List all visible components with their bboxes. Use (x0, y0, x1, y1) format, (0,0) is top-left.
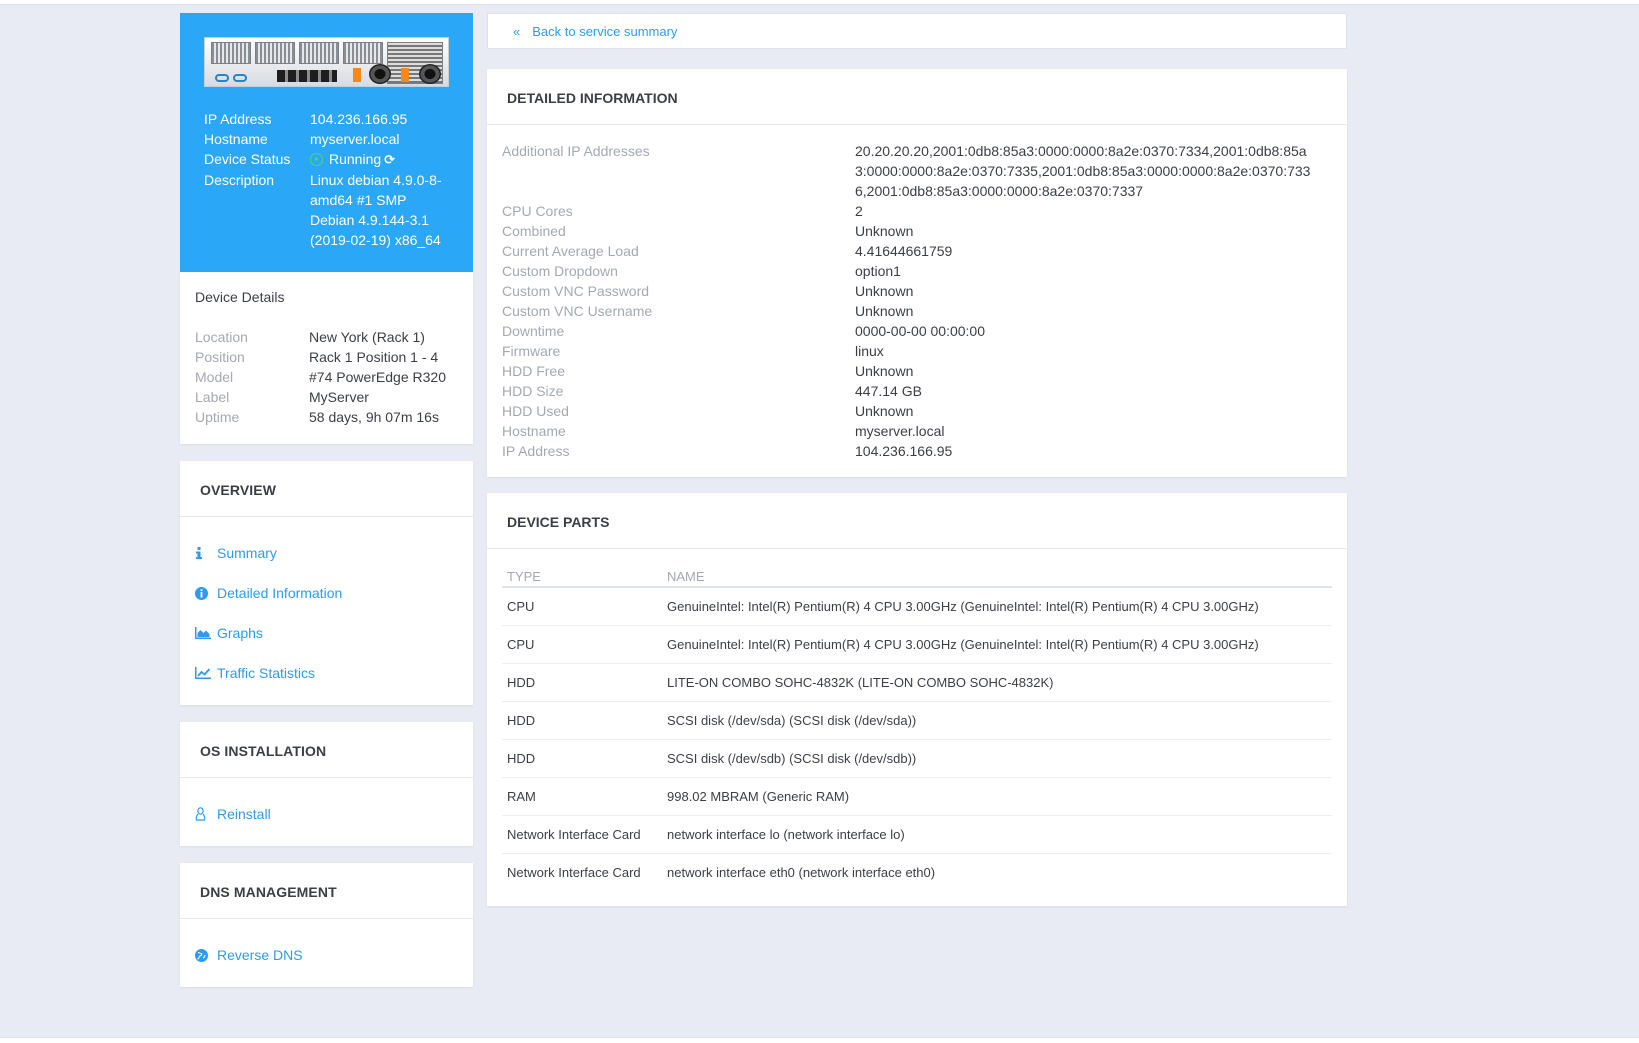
custom-vnc-password-value: Unknown (855, 283, 914, 299)
device-parts-table (502, 567, 1332, 891)
nav-reverse-dns[interactable] (195, 935, 458, 975)
ip-address-label: IP Address (502, 443, 570, 459)
column-header-name: NAME (662, 567, 1332, 587)
firmware-label: Firmware (502, 343, 561, 359)
custom-dropdown-value: option1 (855, 263, 901, 279)
model-label: Model (195, 369, 234, 385)
location-value: New York (Rack 1) (309, 329, 425, 345)
part-name: LITE-ON COMBO SOHC-4832K (LITE-ON COMBO SOHC-4832K) (662, 663, 1332, 701)
combined-label: Combined (502, 223, 566, 239)
table-row (502, 853, 1332, 891)
globe-icon (195, 949, 217, 962)
part-type: HDD (502, 739, 662, 777)
hdd-free-value: Unknown (855, 363, 914, 379)
overview-panel (180, 461, 473, 705)
uptime-label: Uptime (195, 409, 240, 425)
info-row (502, 441, 1332, 461)
ip-address-label: IP Address (204, 111, 272, 127)
info-row (502, 321, 1332, 341)
os-installation-title: OS INSTALLATION (180, 722, 473, 778)
nav-summary[interactable] (195, 533, 458, 573)
server-image (204, 37, 449, 87)
table-row (502, 625, 1332, 663)
dns-management-panel (180, 863, 473, 987)
top-border (0, 0, 1639, 5)
part-name: GenuineIntel: Intel(R) Pentium(R) 4 CPU 3.00GHz (GenuineIntel: Intel(R) Pentium(R) 4 CPU 3.00GHz) (662, 587, 1332, 625)
play-circle-icon (310, 153, 323, 166)
device-summary-card (180, 13, 473, 272)
custom-dropdown-label: Custom Dropdown (502, 263, 618, 279)
column-header-type: TYPE (502, 567, 662, 587)
device-details-row (195, 327, 458, 347)
overview-title: OVERVIEW (180, 461, 473, 517)
nav-detailed-information-label: Detailed Information (217, 585, 343, 601)
info-row (502, 241, 1332, 261)
info-row (502, 141, 1332, 201)
part-type: CPU (502, 625, 662, 663)
ip-address-value: 104.236.166.95 (310, 111, 408, 127)
table-row (502, 587, 1332, 625)
part-type: RAM (502, 777, 662, 815)
nav-reverse-dns-label: Reverse DNS (217, 947, 303, 963)
part-name: GenuineIntel: Intel(R) Pentium(R) 4 CPU 3.00GHz (GenuineIntel: Intel(R) Pentium(R) 4 CPU 3.00GHz) (662, 625, 1332, 663)
info-row (502, 281, 1332, 301)
info-row (502, 221, 1332, 241)
line-chart-icon (195, 667, 217, 679)
part-type: Network Interface Card (502, 815, 662, 853)
back-link-label: Back to service summary (532, 23, 678, 39)
label-value: MyServer (309, 389, 369, 405)
nav-reinstall-label: Reinstall (217, 806, 271, 822)
nav-detailed-information[interactable] (195, 573, 458, 613)
info-row (502, 301, 1332, 321)
back-to-service-summary-link[interactable] (487, 13, 1347, 49)
device-info (204, 109, 449, 250)
nav-traffic-statistics[interactable] (195, 653, 458, 693)
hostname-value: myserver.local (855, 423, 945, 439)
detailed-information-card (487, 69, 1347, 477)
nav-reinstall[interactable] (195, 794, 458, 834)
current-average-load-value: 4.41644661759 (855, 243, 953, 259)
part-type: Network Interface Card (507, 864, 641, 880)
device-details-card (180, 272, 473, 444)
additional-ip-addresses-value: 20.20.20.20,2001:0db8:85a3:0000:0000:8a2e:0370:7334,2001:0db8:85a3:0000:0000:8a2e:0370:7335,2001:0db8:85a3:0000:0000:8a2e:0370:7336,2001:0db8:85a3:0000:0000:8a2e:0370:7337 (855, 143, 1311, 199)
table-row (502, 701, 1332, 739)
refresh-icon[interactable]: ⟳ (384, 152, 396, 167)
info-row (502, 421, 1332, 441)
downtime-value: 0000-00-00 00:00:00 (855, 323, 985, 339)
position-label: Position (195, 349, 245, 365)
bottom-border (0, 1037, 1639, 1043)
description-value: Linux debian 4.9.0-8-amd64 #1 SMP Debian 4.9.144-3.1 (2019-02-19) x86_64 (310, 172, 442, 248)
device-details-title: Device Details (195, 289, 285, 305)
custom-vnc-password-label: Custom VNC Password (502, 283, 650, 299)
device-status-value: Running (329, 151, 382, 167)
device-details-row (195, 347, 458, 367)
additional-ip-addresses-label: Additional IP Addresses (502, 143, 650, 159)
hdd-size-label: HDD Size (502, 383, 564, 399)
table-row (502, 739, 1332, 777)
nav-graphs[interactable] (195, 613, 458, 653)
hdd-used-value: Unknown (855, 403, 914, 419)
current-average-load-label: Current Average Load (502, 243, 639, 259)
custom-vnc-username-value: Unknown (855, 303, 914, 319)
info-circle-icon (195, 587, 217, 600)
part-type: HDD (502, 701, 662, 739)
device-parts-card (487, 493, 1347, 906)
device-details-row (195, 387, 458, 407)
area-chart-icon (195, 627, 217, 639)
part-name: 998.02 MBRAM (Generic RAM) (662, 777, 1332, 815)
nav-graphs-label: Graphs (217, 625, 263, 641)
info-row (502, 341, 1332, 361)
table-row (502, 777, 1332, 815)
part-name: SCSI disk (/dev/sda) (SCSI disk (/dev/sda)) (662, 701, 1332, 739)
info-row (502, 261, 1332, 281)
hostname-label: Hostname (204, 131, 268, 147)
hdd-free-label: HDD Free (502, 363, 566, 379)
table-row (502, 663, 1332, 701)
device-status-label: Device Status (204, 151, 291, 167)
cpu-cores-label: CPU Cores (502, 203, 573, 219)
info-row (502, 201, 1332, 221)
description-label: Description (204, 172, 275, 188)
cpu-cores-value: 2 (855, 203, 863, 219)
part-name: network interface lo (network interface lo) (662, 815, 1332, 853)
table-row (502, 815, 1332, 853)
firmware-value: linux (855, 343, 884, 359)
combined-value: Unknown (855, 223, 914, 239)
info-icon (195, 547, 217, 559)
info-row (502, 361, 1332, 381)
downtime-label: Downtime (502, 323, 565, 339)
main-content (487, 13, 1347, 906)
hdd-used-label: HDD Used (502, 403, 569, 419)
dns-management-title: DNS MANAGEMENT (180, 863, 473, 919)
linux-icon (195, 807, 217, 821)
double-chevron-left-icon: « (513, 23, 521, 39)
device-parts-title: DEVICE PARTS (487, 493, 1347, 549)
nav-traffic-statistics-label: Traffic Statistics (217, 665, 316, 681)
location-label: Location (195, 329, 248, 345)
info-row (502, 381, 1332, 401)
part-type: HDD (502, 663, 662, 701)
os-installation-panel (180, 722, 473, 846)
hdd-size-value: 447.14 GB (855, 383, 922, 399)
nav-summary-label: Summary (217, 545, 277, 561)
custom-vnc-username-label: Custom VNC Username (502, 303, 653, 319)
label-label: Label (195, 389, 230, 405)
part-name: SCSI disk (/dev/sdb) (SCSI disk (/dev/sdb)) (662, 739, 1332, 777)
position-value: Rack 1 Position 1 - 4 (309, 349, 439, 365)
device-details-row (195, 367, 458, 387)
hostname-value: myserver.local (310, 131, 400, 147)
part-name: network interface eth0 (network interface eth0) (667, 864, 936, 880)
part-type: CPU (502, 587, 662, 625)
device-details-row (195, 407, 458, 427)
hostname-label: Hostname (502, 423, 566, 439)
info-row (502, 401, 1332, 421)
detailed-information-title: DETAILED INFORMATION (487, 69, 1347, 125)
uptime-value: 58 days, 9h 07m 16s (309, 409, 439, 425)
left-sidebar (180, 13, 473, 987)
ip-address-value: 104.236.166.95 (855, 443, 953, 459)
model-value: #74 PowerEdge R320 (309, 369, 446, 385)
